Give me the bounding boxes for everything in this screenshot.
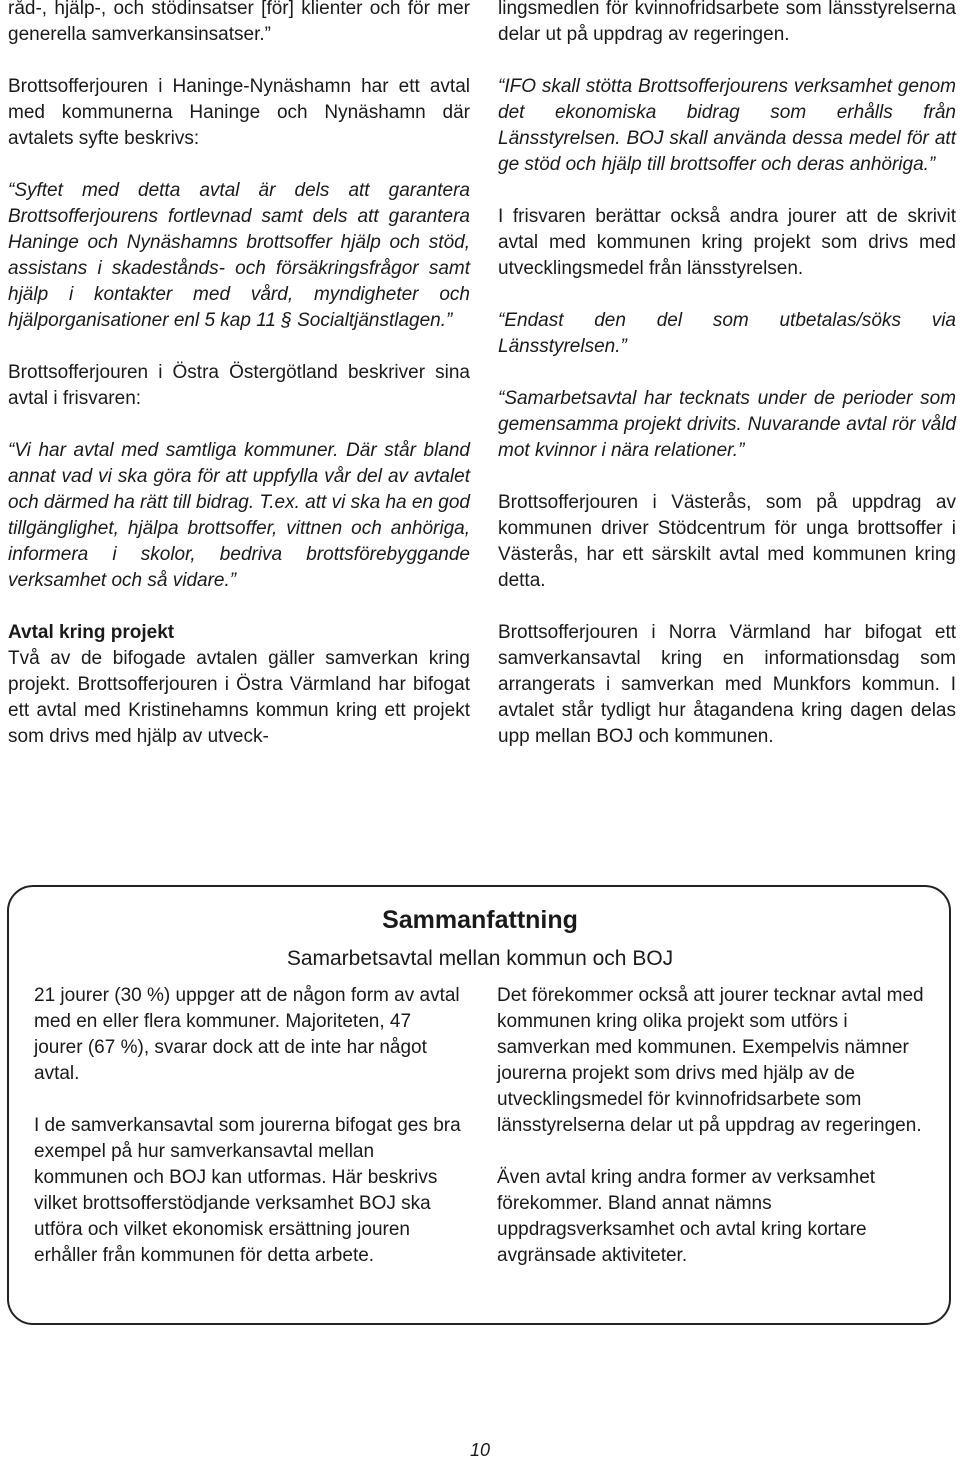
paragraph: Två av de bifogade avtalen gäller samverkan kring projekt. Brottsofferjouren i Östra Värmland har bifogat ett avtal med Kristinehamns kommun kring ett projekt som drivs med hjälp av utveck- bbox=[8, 648, 470, 747]
quote: “Endast den del som utbetalas/söks via Länsstyrelsen.” bbox=[498, 310, 956, 357]
quote: “Samarbetsavtal har tecknats under de perioder som gemensamma projekt drivits. Nuvarande avtal rör våld mot kvinnor i nära relationer.” bbox=[498, 388, 956, 461]
paragraph: Brottsofferjouren i Haninge-Nynäshamn har ett avtal med kommunerna Haninge och Nynäshamn där avtalets syfte beskrivs: bbox=[8, 76, 470, 149]
paragraph: Brottsofferjouren i Norra Värmland har bifogat ett samverkansavtal kring en informationsdag som arrangerats i samverkan med Munkfors kommun. I avtalet står tydligt hur åtagandena kring dagen delas upp mellan BOJ och kommunen. bbox=[498, 622, 956, 747]
right-column bbox=[498, 0, 956, 776]
quote: “IFO skall stötta Brottsofferjourens verksamhet genom det ekonomiska bidrag som erhålls från Länsstyrelsen. BOJ skall använda dessa medel för att ge stöd och hjälp till brottsoffer och deras anhöriga.” bbox=[498, 76, 956, 175]
summary-right-column bbox=[497, 983, 927, 1295]
summary-left-column bbox=[34, 983, 464, 1295]
paragraph: Brottsofferjouren i Östra Östergötland beskriver sina avtal i frisvaren: bbox=[8, 362, 470, 409]
paragraph: råd-, hjälp-, och stödinsatser [för] klienter och för mer generella samverkansinsatser.” bbox=[8, 0, 470, 45]
paragraph: lingsmedlen för kvinnofridsarbete som länsstyrelserna delar ut på uppdrag av regeringen. bbox=[498, 0, 956, 45]
paragraph: Brottsofferjouren i Västerås, som på uppdrag av kommunen driver Stödcentrum för unga brottsoffer i Västerås, har ett särskilt avtal med kommunen kring detta. bbox=[498, 492, 956, 591]
summary-paragraph: Även avtal kring andra former av verksamhet förekommer. Bland annat nämns uppdragsverksamhet och avtal kring kortare avgränsade aktiviteter. bbox=[497, 1167, 876, 1266]
quote: “Vi har avtal med samtliga kommuner. Där står bland annat vad vi ska göra för att uppfylla vår del av avtalet och därmed ha rätt till bidrag. T.ex. att vi ska ha en god tillgänglighet, hjälpa brottsoffer, vittnen och anhöriga, informera i skolor, bedriva brottsförebyggande verksamhet och så vidare.” bbox=[8, 440, 470, 591]
page-number: 10 bbox=[469, 1440, 491, 1460]
left-column bbox=[8, 0, 470, 750]
section-heading: Avtal kring projekt bbox=[8, 622, 175, 643]
summary-paragraph: Det förekommer också att jourer tecknar avtal med kommunen kring olika projekt som utförs i samverkan med kommunen. Exempelvis nämner jourerna projekt som drivs med hjälp av de utvecklingsmedel för kvinnofridsarbete som länsstyrelserna delar ut på uppdrag av regeringen. bbox=[497, 985, 924, 1136]
summary-subtitle: Samarbetsavtal mellan kommun och BOJ bbox=[286, 947, 674, 970]
paragraph: I frisvaren berättar också andra jourer att de skrivit avtal med kommunen kring projekt som drivs med utvecklingsmedel från länsstyrelsen. bbox=[498, 206, 956, 279]
summary-paragraph: I de samverkansavtal som jourerna bifogat ges bra exempel på hur samverkansavtal mellan kommunen och BOJ kan utformas. Här beskrivs vilket brottsofferstödjande verksamhet BOJ ska utföra och vilket ekonomisk ersättning jouren erhåller från kommunen för detta arbete. bbox=[34, 1115, 461, 1266]
summary-title: Sammanfattning bbox=[382, 906, 578, 934]
quote: “Syftet med detta avtal är dels att garantera Brottsofferjourens fortlevnad samt dels att garantera Haninge och Nynäshamns brottsoffer hjälp och stöd, assistans i skadestånds- och försäkringsfrågor samt hjälp i kontakter med vård, myndigheter och hjälporganisationer enl 5 kap 11 § Socialtjänstlagen.” bbox=[8, 180, 470, 331]
summary-paragraph: 21 jourer (30 %) uppger att de någon form av avtal med en eller flera kommuner. Majoriteten, 47 jourer (67 %), svarar dock att de inte har något avtal. bbox=[34, 985, 460, 1084]
